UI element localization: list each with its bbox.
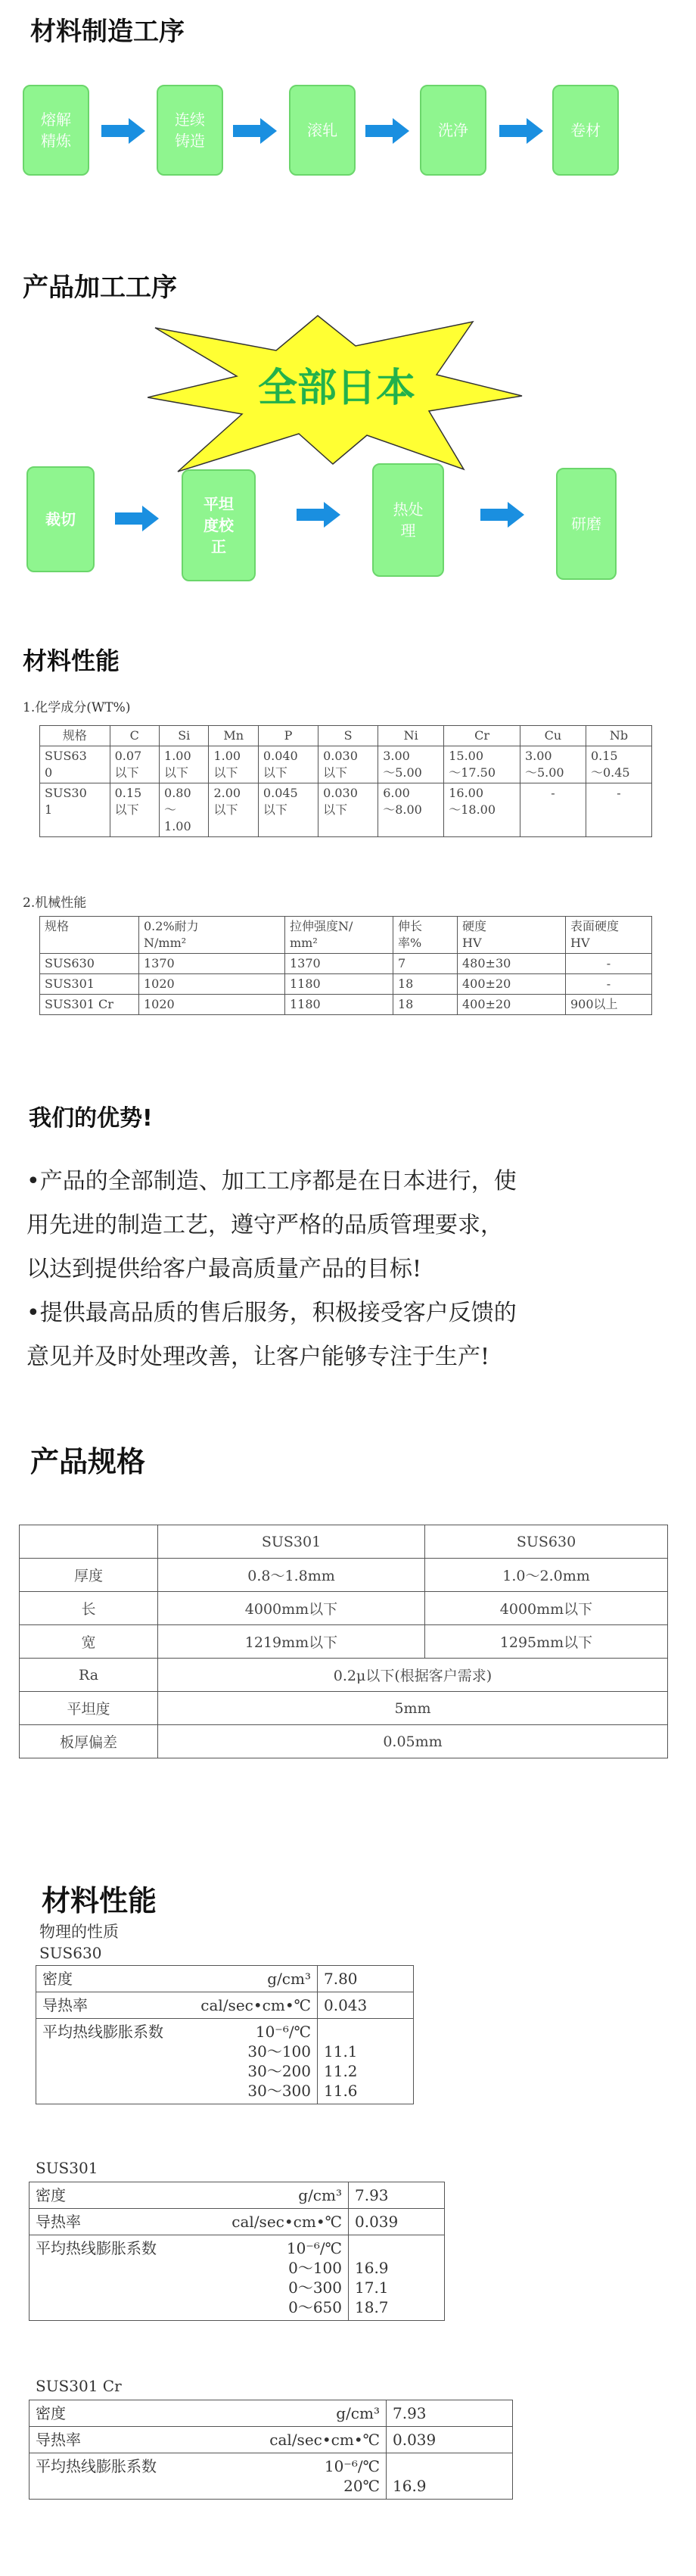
advantage-line: •提供最高品质的售后服务，积极接受客户反馈的 bbox=[26, 1300, 517, 1326]
spec-table bbox=[19, 1525, 668, 1758]
conduct-label: 导热率 bbox=[42, 1996, 88, 2014]
table-cell: SUS30 1 bbox=[40, 783, 110, 837]
expansion-label: 平均热线膨胀系数 bbox=[36, 2239, 157, 2257]
table-cell: 0.045 以下 bbox=[258, 783, 318, 837]
table-cell: 7 bbox=[393, 954, 458, 974]
expansion-value: 11.1 bbox=[324, 2042, 358, 2060]
chem-header: P bbox=[258, 726, 318, 746]
mech-table bbox=[39, 916, 652, 1015]
mech-header: 0.2%耐力 N/mm² bbox=[139, 917, 285, 954]
section6-title: 材料性能 bbox=[42, 1884, 157, 1917]
arrow-right-icon bbox=[233, 118, 277, 144]
table-cell: 2.00 以下 bbox=[209, 783, 258, 837]
chem-header: C bbox=[110, 726, 159, 746]
process-step-4: 洗净 bbox=[420, 85, 486, 176]
table-cell: 18 bbox=[393, 995, 458, 1015]
chem-header: Si bbox=[160, 726, 209, 746]
table-cell: 平坦度 bbox=[20, 1692, 158, 1725]
expansion-label: 平均热线膨胀系数 bbox=[42, 2023, 163, 2041]
density-value: 7.80 bbox=[318, 1966, 414, 1992]
chem-caption: 1.化学成分(WT%) bbox=[23, 700, 131, 715]
conduct-unit: cal/sec•cm•℃ bbox=[269, 2431, 380, 2449]
mech-header: 规格 bbox=[40, 917, 139, 954]
expansion-range: 30～100 bbox=[247, 2042, 311, 2060]
table-cell: 1180 bbox=[285, 974, 393, 995]
density-unit: g/cm³ bbox=[298, 2186, 342, 2204]
density-label: 密度 bbox=[36, 2404, 66, 2422]
table-row bbox=[40, 995, 652, 1015]
table-cell: 1219mm以下 bbox=[158, 1625, 425, 1659]
process-step-cut: 裁切 bbox=[26, 466, 95, 572]
chem-table bbox=[39, 725, 652, 837]
expansion-value: 16.9 bbox=[355, 2259, 389, 2277]
table-cell: 18 bbox=[393, 974, 458, 995]
section4-title: 我们的优势! bbox=[29, 1105, 153, 1132]
table-row bbox=[20, 1659, 668, 1692]
process-step-flatten: 平坦 度校 正 bbox=[182, 469, 256, 581]
advantage-line: 用先进的制造工艺，遵守严格的品质管理要求， bbox=[26, 1212, 503, 1238]
table-cell: Ra bbox=[20, 1659, 158, 1692]
process-step-grind: 研磨 bbox=[556, 468, 617, 580]
process-step-heat: 热处 理 bbox=[372, 463, 444, 577]
table-row bbox=[20, 1592, 668, 1625]
expansion-unit: 10⁻⁶/℃ bbox=[286, 2239, 342, 2257]
arrow-right-icon bbox=[297, 502, 340, 528]
density-label: 密度 bbox=[36, 2186, 66, 2204]
conduct-value: 0.043 bbox=[318, 1992, 414, 2019]
table-cell: 0.040 以下 bbox=[258, 746, 318, 783]
phys-table-sus301 bbox=[29, 2182, 445, 2321]
density-unit: g/cm³ bbox=[267, 1970, 311, 1988]
table-cell: - bbox=[520, 783, 586, 837]
chem-header: Mn bbox=[209, 726, 258, 746]
spec-header: SUS630 bbox=[425, 1525, 668, 1559]
process-step-1: 熔解 精炼 bbox=[23, 85, 89, 176]
conduct-label: 导热率 bbox=[36, 2213, 81, 2231]
conduct-value: 0.039 bbox=[387, 2427, 513, 2453]
table-cell: SUS301 bbox=[40, 974, 139, 995]
process-step-2: 连续 铸造 bbox=[157, 85, 223, 176]
table-cell: 16.00 ～18.00 bbox=[444, 783, 520, 837]
expansion-range: 0～650 bbox=[288, 2298, 342, 2316]
table-cell: 480±30 bbox=[458, 954, 566, 974]
process-step-5: 卷材 bbox=[552, 85, 619, 176]
expansion-value: 18.7 bbox=[355, 2298, 389, 2316]
table-cell: 0.030 以下 bbox=[318, 746, 378, 783]
table-cell: 1020 bbox=[139, 974, 285, 995]
arrow-right-icon bbox=[499, 118, 543, 144]
table-cell: 1295mm以下 bbox=[425, 1625, 668, 1659]
advantage-line: •产品的全部制造、加工工序都是在日本进行，使 bbox=[26, 1168, 517, 1195]
arrow-right-icon bbox=[101, 118, 145, 144]
table-cell: 0.15 以下 bbox=[110, 783, 159, 837]
chem-header: 规格 bbox=[40, 726, 110, 746]
table-cell: SUS301 Cr bbox=[40, 995, 139, 1015]
section3-title: 材料性能 bbox=[23, 646, 120, 675]
expansion-range: 20℃ bbox=[343, 2477, 380, 2495]
table-cell: 0.07 以下 bbox=[110, 746, 159, 783]
arrow-right-icon bbox=[115, 506, 159, 531]
physical-subtitle: 物理的性质 bbox=[39, 1923, 119, 1941]
table-cell: 0.15 ～0.45 bbox=[586, 746, 651, 783]
table-cell: 1.00 以下 bbox=[160, 746, 209, 783]
table-cell: 1370 bbox=[139, 954, 285, 974]
table-cell: 0.2μ以下(根据客户需求) bbox=[158, 1659, 668, 1692]
expansion-value: 11.2 bbox=[324, 2062, 358, 2080]
table-cell: 厚度 bbox=[20, 1559, 158, 1592]
advantage-line: 意见并及时处理改善，让客户能够专注于生产! bbox=[26, 1344, 490, 1370]
density-value: 7.93 bbox=[349, 2182, 445, 2209]
phys-table-sus630 bbox=[36, 1965, 414, 2104]
conduct-unit: cal/sec•cm•℃ bbox=[200, 1996, 311, 2014]
phys-table-sus301cr bbox=[29, 2400, 513, 2500]
table-cell: 6.00 ～8.00 bbox=[378, 783, 444, 837]
spec-header: SUS301 bbox=[158, 1525, 425, 1559]
section1-title: 材料制造工序 bbox=[30, 17, 185, 47]
expansion-value: 17.1 bbox=[355, 2279, 389, 2297]
expansion-value: 11.6 bbox=[324, 2082, 358, 2100]
table-cell: 1180 bbox=[285, 995, 393, 1015]
section2-title: 产品加工工序 bbox=[23, 273, 177, 303]
expansion-label: 平均热线膨胀系数 bbox=[36, 2457, 157, 2475]
section5-title: 产品规格 bbox=[30, 1445, 146, 1478]
conduct-label: 导热率 bbox=[36, 2431, 81, 2449]
expansion-value: 16.9 bbox=[393, 2477, 427, 2495]
table-cell: - bbox=[566, 954, 652, 974]
table-cell: 0.030 以下 bbox=[318, 783, 378, 837]
mech-header: 拉伸强度N/ mm² bbox=[285, 917, 393, 954]
advantages-text bbox=[26, 1160, 677, 1379]
table-cell: - bbox=[566, 974, 652, 995]
chem-header: Cu bbox=[520, 726, 586, 746]
table-cell: - bbox=[586, 783, 651, 837]
conduct-unit: cal/sec•cm•℃ bbox=[231, 2213, 342, 2231]
table-row bbox=[40, 954, 652, 974]
table-cell: 1.00 以下 bbox=[209, 746, 258, 783]
table-cell: 1020 bbox=[139, 995, 285, 1015]
expansion-range: 30～300 bbox=[247, 2082, 311, 2100]
table-cell: 400±20 bbox=[458, 974, 566, 995]
expansion-unit: 10⁻⁶/℃ bbox=[324, 2457, 380, 2475]
chem-header: S bbox=[318, 726, 378, 746]
expansion-unit: 10⁻⁶/℃ bbox=[255, 2023, 311, 2041]
table-cell: 3.00 ～5.00 bbox=[520, 746, 586, 783]
table-cell: 1.0～2.0mm bbox=[425, 1559, 668, 1592]
table-cell: 5mm bbox=[158, 1692, 668, 1725]
table-cell: 4000mm以下 bbox=[425, 1592, 668, 1625]
chem-header: Cr bbox=[444, 726, 520, 746]
table-cell: 0.80 ～ 1.00 bbox=[160, 783, 209, 837]
phys-table-name: SUS301 bbox=[36, 2159, 98, 2177]
process-step-3: 滚轧 bbox=[289, 85, 356, 176]
table-cell: 15.00 ～17.50 bbox=[444, 746, 520, 783]
conduct-value: 0.039 bbox=[349, 2209, 445, 2235]
table-cell: 4000mm以下 bbox=[158, 1592, 425, 1625]
phys-table-name: SUS630 bbox=[39, 1944, 102, 1962]
mech-header: 伸长 率% bbox=[393, 917, 458, 954]
table-row bbox=[20, 1625, 668, 1659]
advantage-line: 以达到提供给客户最高质量产品的目标! bbox=[26, 1256, 422, 1282]
table-row bbox=[40, 746, 652, 783]
table-row bbox=[40, 974, 652, 995]
table-row bbox=[20, 1725, 668, 1758]
mech-header: 表面硬度 HV bbox=[566, 917, 652, 954]
spec-header bbox=[20, 1525, 158, 1559]
table-cell: 3.00 ～5.00 bbox=[378, 746, 444, 783]
expansion-range: 0～300 bbox=[288, 2279, 342, 2297]
table-cell: 宽 bbox=[20, 1625, 158, 1659]
phys-table-name: SUS301 Cr bbox=[36, 2377, 122, 2395]
table-cell: 400±20 bbox=[458, 995, 566, 1015]
density-value: 7.93 bbox=[387, 2400, 513, 2427]
table-cell: 900以上 bbox=[566, 995, 652, 1015]
table-cell: 0.05mm bbox=[158, 1725, 668, 1758]
mech-header: 硬度 HV bbox=[458, 917, 566, 954]
chem-header: Nb bbox=[586, 726, 651, 746]
table-cell: 1370 bbox=[285, 954, 393, 974]
arrow-right-icon bbox=[480, 502, 524, 528]
table-row bbox=[20, 1692, 668, 1725]
table-cell: SUS63 0 bbox=[40, 746, 110, 783]
expansion-range: 30～200 bbox=[247, 2062, 311, 2080]
expansion-range: 0～100 bbox=[288, 2259, 342, 2277]
star-label: 全部日本 bbox=[257, 365, 415, 411]
table-cell: 长 bbox=[20, 1592, 158, 1625]
table-cell: 0.8～1.8mm bbox=[158, 1559, 425, 1592]
table-row bbox=[20, 1559, 668, 1592]
table-row bbox=[40, 783, 652, 837]
mech-caption: 2.机械性能 bbox=[23, 896, 87, 911]
density-label: 密度 bbox=[42, 1970, 73, 1988]
density-unit: g/cm³ bbox=[336, 2404, 380, 2422]
table-cell: SUS630 bbox=[40, 954, 139, 974]
arrow-right-icon bbox=[365, 118, 409, 144]
chem-header: Ni bbox=[378, 726, 444, 746]
table-cell: 板厚偏差 bbox=[20, 1725, 158, 1758]
